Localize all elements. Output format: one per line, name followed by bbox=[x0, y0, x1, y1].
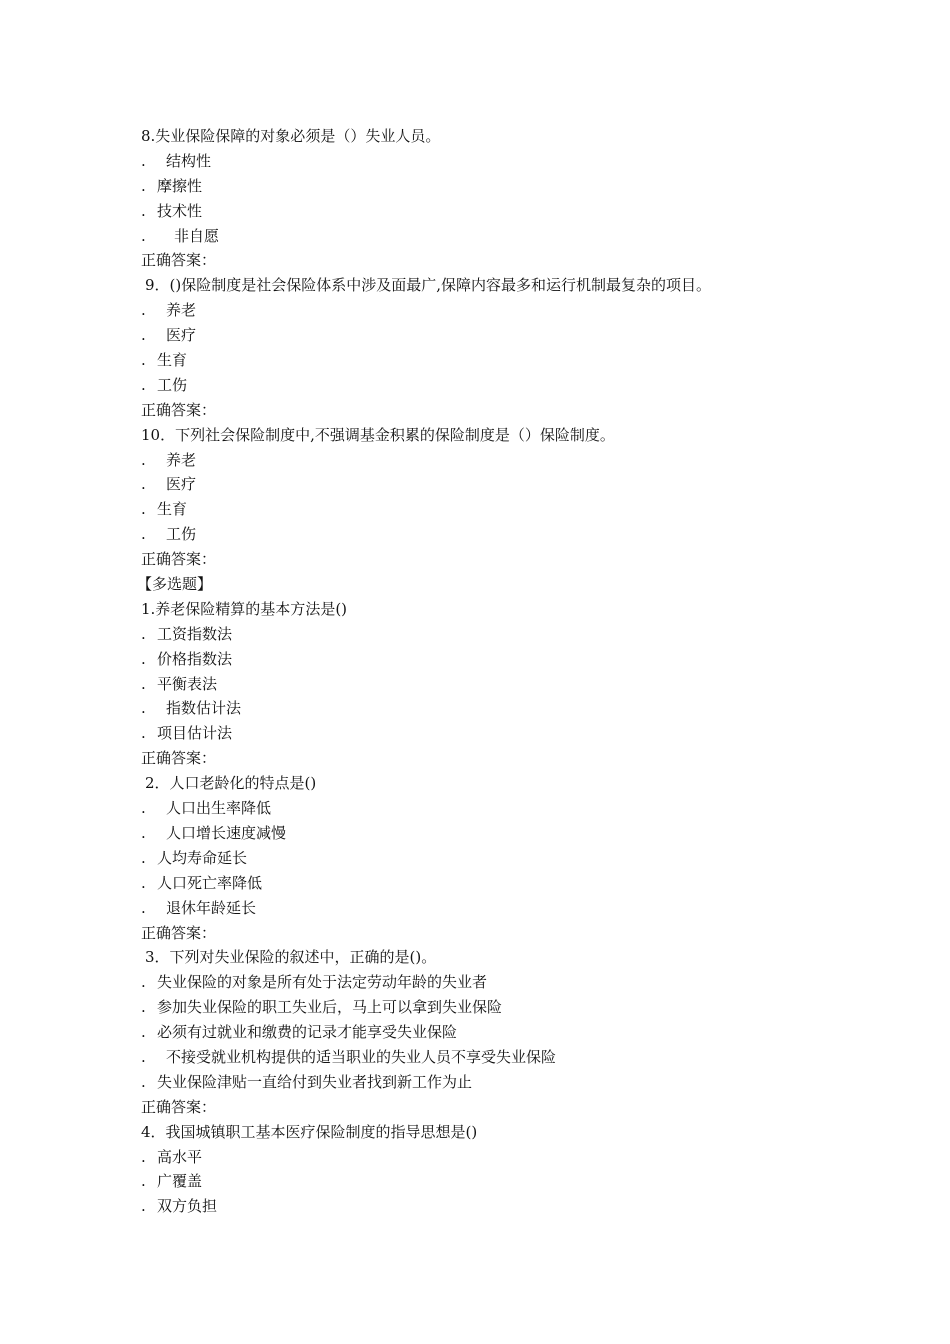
option-item bbox=[0, 796, 950, 821]
answer-label: 正确答案： bbox=[141, 923, 217, 942]
option-text: 摩擦性 bbox=[157, 176, 203, 195]
answer-label: 正确答案： bbox=[141, 550, 217, 569]
option-marker: . bbox=[141, 799, 146, 818]
option-item bbox=[0, 970, 950, 995]
option-text: 结构性 bbox=[166, 151, 212, 170]
option-marker: . bbox=[141, 898, 146, 917]
option-marker: . bbox=[141, 1147, 146, 1166]
option-text: 医疗 bbox=[166, 326, 197, 345]
option-item bbox=[0, 721, 950, 746]
option-marker: . bbox=[141, 649, 146, 668]
option-item bbox=[0, 1070, 950, 1095]
option-text: 工伤 bbox=[166, 525, 197, 544]
option-marker: . bbox=[141, 724, 146, 743]
option-item bbox=[0, 821, 950, 846]
option-marker: . bbox=[141, 475, 146, 494]
option-marker: . bbox=[141, 699, 146, 718]
question-text: 2．人口老龄化的特点是() bbox=[145, 774, 317, 793]
option-text: 生育 bbox=[157, 351, 188, 370]
option-item bbox=[0, 1045, 950, 1070]
option-marker: . bbox=[141, 973, 146, 992]
option-item bbox=[0, 846, 950, 871]
question-text: 4．我国城镇职工基本医疗保险制度的指导思想是() bbox=[141, 1122, 478, 1141]
answer-label: 正确答案： bbox=[141, 251, 217, 270]
option-text: 人均寿命延长 bbox=[157, 848, 248, 867]
option-marker: . bbox=[141, 525, 146, 544]
option-text: 不接受就业机构提供的适当职业的失业人员不享受失业保险 bbox=[166, 1047, 557, 1066]
question-text: 8.失业保险保障的对象必须是（）失业人员。 bbox=[141, 127, 441, 145]
option-text: 双方负担 bbox=[157, 1197, 218, 1216]
option-text: 项目估计法 bbox=[157, 724, 233, 743]
question-text: 3．下列对失业保险的叙述中，正确的是()。 bbox=[145, 948, 437, 967]
option-marker: . bbox=[141, 998, 146, 1017]
option-marker: . bbox=[141, 1072, 146, 1091]
option-text: 人口出生率降低 bbox=[166, 799, 272, 818]
option-item bbox=[0, 995, 950, 1020]
option-marker: . bbox=[141, 1197, 146, 1216]
option-item bbox=[0, 298, 950, 323]
option-item bbox=[0, 1145, 950, 1170]
option-marker: . bbox=[141, 301, 146, 320]
option-marker: . bbox=[141, 624, 146, 643]
answer-label: 正确答案： bbox=[141, 400, 217, 419]
option-marker: . bbox=[141, 1172, 146, 1191]
option-text: 技术性 bbox=[157, 201, 203, 220]
option-marker: . bbox=[141, 375, 146, 394]
option-text: 失业保险的对象是所有处于法定劳动年龄的失业者 bbox=[157, 973, 488, 992]
option-item bbox=[0, 348, 950, 373]
section-heading: 【多选题】 bbox=[137, 575, 213, 594]
option-marker: . bbox=[141, 1023, 146, 1042]
option-text: 失业保险津贴一直给付到失业者找到新工作为止 bbox=[157, 1072, 473, 1091]
question-text: 1.养老保险精算的基本方法是() bbox=[141, 599, 348, 618]
option-text: 指数估计法 bbox=[166, 699, 242, 718]
option-marker: . bbox=[141, 326, 146, 345]
option-text: 人口增长速度减慢 bbox=[166, 823, 287, 842]
option-item bbox=[0, 672, 950, 697]
option-item bbox=[0, 1194, 950, 1219]
option-item bbox=[0, 1169, 950, 1194]
option-text: 工伤 bbox=[157, 375, 188, 394]
option-text: 参加失业保险的职工失业后，马上可以拿到失业保险 bbox=[157, 998, 503, 1017]
option-item bbox=[0, 497, 950, 522]
option-text: 非自愿 bbox=[174, 226, 220, 245]
option-item bbox=[0, 174, 950, 199]
option-text: 退休年龄延长 bbox=[166, 898, 257, 917]
option-marker: . bbox=[141, 1047, 146, 1066]
question-text: 9．()保险制度是社会保险体系中涉及面最广,保障内容最多和运行机制最复杂的项目。 bbox=[145, 276, 712, 295]
option-item bbox=[0, 448, 950, 473]
option-item bbox=[0, 696, 950, 721]
option-item bbox=[0, 622, 950, 647]
option-item bbox=[0, 871, 950, 896]
option-item bbox=[0, 323, 950, 348]
option-text: 养老 bbox=[166, 450, 197, 469]
option-marker: . bbox=[141, 450, 146, 469]
option-text: 生育 bbox=[157, 500, 188, 519]
question-text: 10．下列社会保险制度中,不强调基金积累的保险制度是（）保险制度。 bbox=[141, 425, 615, 444]
option-marker: . bbox=[141, 848, 146, 867]
option-text: 人口死亡率降低 bbox=[157, 873, 263, 892]
option-marker: . bbox=[141, 226, 146, 245]
option-marker: . bbox=[141, 823, 146, 842]
option-item bbox=[0, 522, 950, 547]
option-marker: . bbox=[141, 201, 146, 220]
option-marker: . bbox=[141, 674, 146, 693]
option-item bbox=[0, 224, 950, 249]
option-item bbox=[0, 472, 950, 497]
option-item bbox=[0, 647, 950, 672]
option-marker: . bbox=[141, 351, 146, 370]
answer-label: 正确答案： bbox=[141, 1097, 217, 1116]
option-marker: . bbox=[141, 873, 146, 892]
answer-label: 正确答案： bbox=[141, 749, 217, 768]
option-text: 广覆盖 bbox=[157, 1172, 203, 1191]
option-item bbox=[0, 373, 950, 398]
option-marker: . bbox=[141, 176, 146, 195]
option-item bbox=[0, 199, 950, 224]
option-text: 养老 bbox=[166, 301, 197, 320]
option-text: 工资指数法 bbox=[157, 624, 233, 643]
option-marker: . bbox=[141, 500, 146, 519]
option-text: 价格指数法 bbox=[157, 649, 233, 668]
option-item bbox=[0, 149, 950, 174]
option-text: 高水平 bbox=[157, 1147, 203, 1166]
document-page bbox=[0, 124, 950, 1219]
option-text: 医疗 bbox=[166, 475, 197, 494]
option-text: 平衡表法 bbox=[157, 674, 218, 693]
option-marker: . bbox=[141, 151, 146, 170]
option-item bbox=[0, 896, 950, 921]
option-text: 必须有过就业和缴费的记录才能享受失业保险 bbox=[157, 1023, 458, 1042]
option-item bbox=[0, 1020, 950, 1045]
